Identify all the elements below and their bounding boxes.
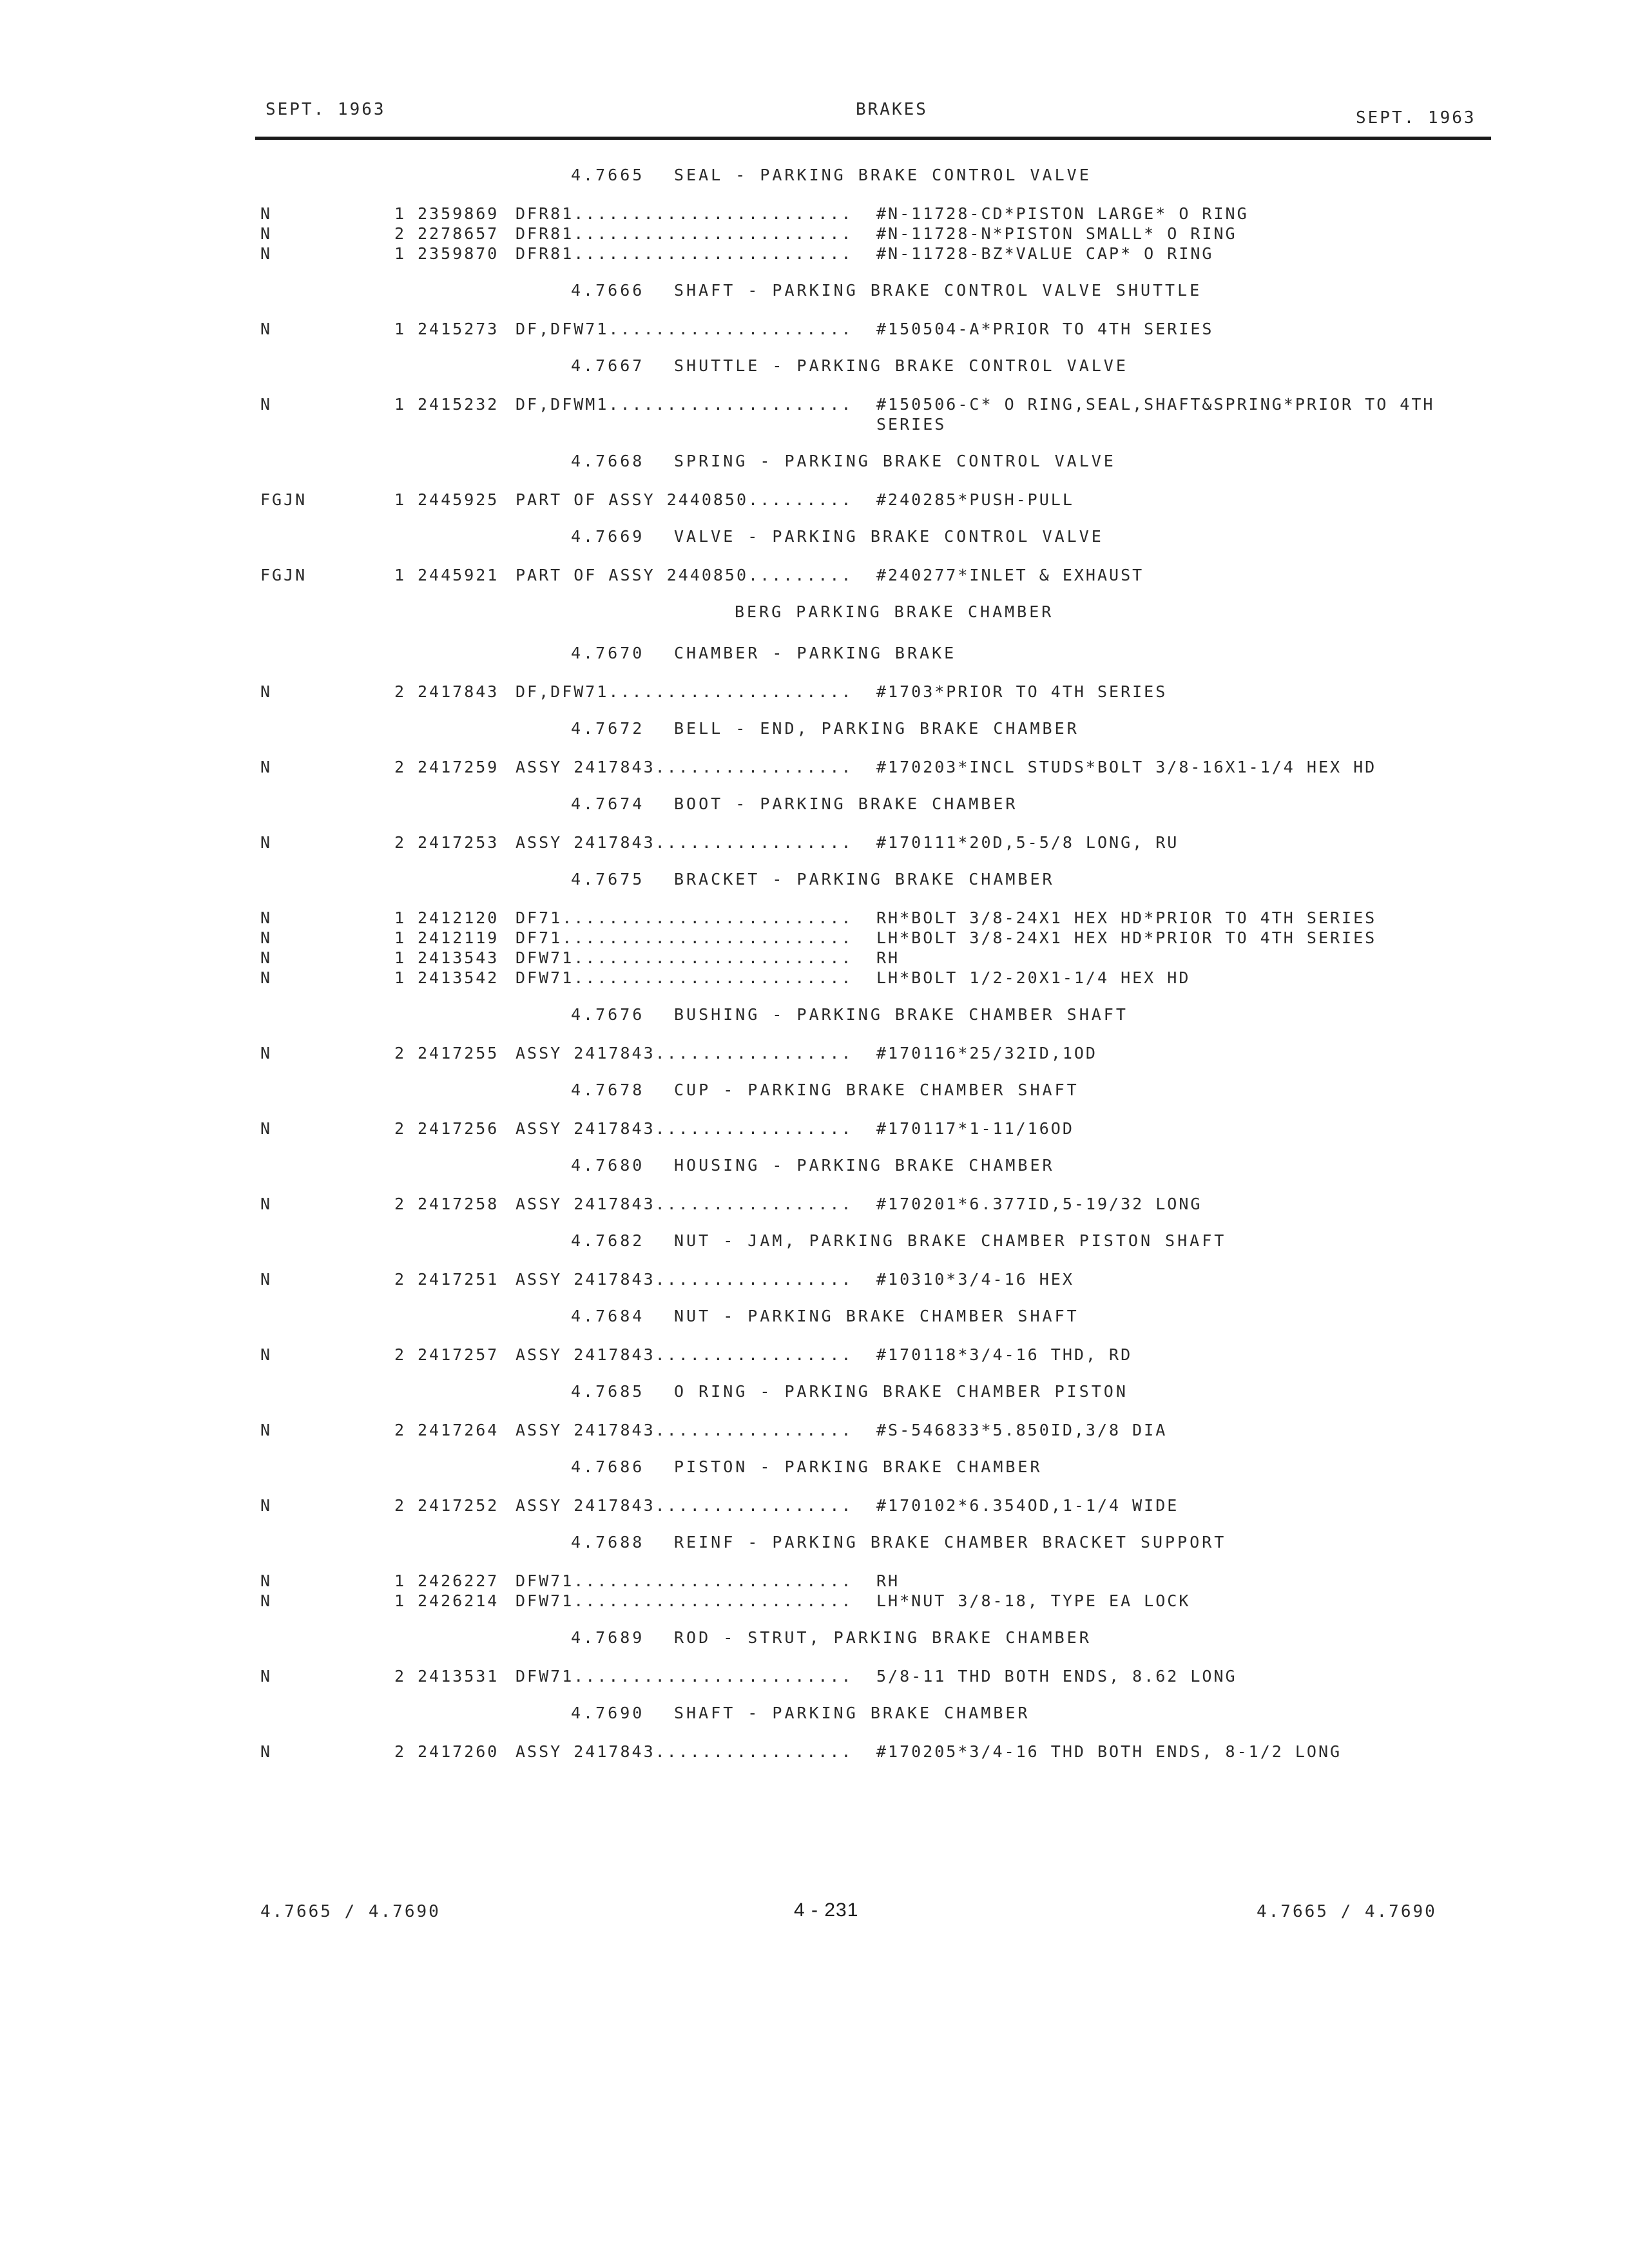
part-row [0,490,1629,510]
part-code: N [260,1119,273,1138]
part-desc: #N-11728-N*PISTON SMALL* O RING [876,224,1237,243]
part-part: 2413543 [418,948,499,967]
part-rows [0,319,1629,339]
section-name: SHUTTLE - PARKING BRAKE CONTROL VALVE [674,356,1128,375]
header-date-left: SEPT. 1963 [265,100,386,119]
catalog-section [0,640,1629,702]
part-row [0,224,1629,244]
part-qty: 1 [394,948,407,967]
part-desc: #170118*3/4-16 THD, RD [876,1345,1133,1364]
part-part: 2417256 [418,1119,499,1138]
part-src: DF71......................... [516,928,853,947]
section-number: 4.7676 [571,1005,645,1024]
part-qty: 1 [394,1591,407,1610]
section-number: 4.7690 [571,1704,645,1722]
part-qty: 2 [394,1667,407,1686]
part-row [0,1742,1629,1762]
part-row [0,908,1629,928]
part-code: N [260,244,273,263]
header-date-right: SEPT. 1963 [1356,108,1476,128]
section-number: 4.7678 [571,1081,645,1099]
part-rows [0,565,1629,585]
section-name: SHAFT - PARKING BRAKE CHAMBER [674,1704,1030,1722]
part-row [0,244,1629,264]
section-heading [0,640,1629,666]
section-heading [0,353,1629,379]
part-part: 2412119 [418,928,499,947]
part-rows [0,1742,1629,1762]
part-src: ASSY 2417843................. [516,1270,853,1289]
part-desc: RH [876,948,900,967]
part-qty: 2 [394,1496,407,1515]
part-part: 2426214 [418,1591,499,1610]
part-qty: 2 [394,833,407,852]
part-rows [0,682,1629,702]
part-qty: 2 [394,758,407,776]
header-title: BRAKES [856,100,928,119]
part-qty: 2 [394,224,407,243]
part-part: 2417259 [418,758,499,776]
part-part: 2359870 [418,244,499,263]
part-part: 2417260 [418,1742,499,1761]
part-code: N [260,1421,273,1439]
section-heading [0,1530,1629,1555]
section-name: SPRING - PARKING BRAKE CONTROL VALVE [674,452,1116,470]
header-rule [255,137,1491,140]
part-src: DFR81........................ [516,204,853,223]
section-heading [0,1153,1629,1178]
part-qty: 2 [394,1345,407,1364]
catalog-section [0,599,1629,625]
part-part: 2426227 [418,1571,499,1590]
part-rows [0,908,1629,988]
part-desc: LH*NUT 3/8-18, TYPE EA LOCK [876,1591,1191,1610]
part-desc: LH*BOLT 1/2-20X1-1/4 HEX HD [876,968,1191,987]
part-part: 2417264 [418,1421,499,1439]
section-heading [0,1077,1629,1103]
part-code: N [260,908,273,927]
part-desc: RH [876,1571,900,1590]
part-part: 2415273 [418,320,499,338]
part-row [0,1420,1629,1440]
section-heading [0,1454,1629,1480]
part-code: N [260,928,273,947]
catalog-section [0,1379,1629,1440]
footer-range-left: 4.7665 / 4.7690 [260,1902,441,1921]
part-row [0,204,1629,224]
part-desc: RH*BOLT 3/8-24X1 HEX HD*PRIOR TO 4TH SERIES [876,908,1377,927]
part-row [0,1269,1629,1289]
part-code: N [260,1044,273,1062]
part-rows [0,204,1629,264]
section-heading [0,1228,1629,1254]
part-code: N [260,682,273,701]
part-src: ASSY 2417843................. [516,1044,853,1062]
section-number: 4.7680 [571,1156,645,1175]
part-desc: #170102*6.354OD,1-1/4 WIDE [876,1496,1179,1515]
part-code: N [260,758,273,776]
part-rows [0,394,1629,434]
catalog-section [0,1077,1629,1139]
section-name: BOOT - PARKING BRAKE CHAMBER [674,794,1018,813]
part-part: 2412120 [418,908,499,927]
section-heading [0,867,1629,892]
group-subtitle: BERG PARKING BRAKE CHAMBER [735,602,1054,621]
part-row [0,1194,1629,1214]
catalog-section [0,1530,1629,1611]
part-row [0,1119,1629,1139]
catalog-section [0,1153,1629,1214]
part-desc: #1703*PRIOR TO 4TH SERIES [876,682,1168,701]
section-heading [0,1303,1629,1329]
part-code: N [260,1742,273,1761]
part-src: DF,DFW71..................... [516,320,853,338]
section-number: 4.7688 [571,1533,645,1552]
part-rows [0,1666,1629,1686]
section-number: 4.7665 [571,166,645,184]
part-rows [0,1119,1629,1139]
part-row [0,1495,1629,1515]
part-code: N [260,1345,273,1364]
part-src: DF,DFW71..................... [516,682,853,701]
part-part: 2413531 [418,1667,499,1686]
part-part: 2413542 [418,968,499,987]
part-src: DF71......................... [516,908,853,927]
section-name: REINF - PARKING BRAKE CHAMBER BRACKET SUPPORT [674,1533,1227,1552]
part-src: ASSY 2417843................. [516,1195,853,1213]
part-qty: 1 [394,244,407,263]
part-rows [0,490,1629,510]
section-number: 4.7689 [571,1628,645,1647]
part-src: DFR81........................ [516,224,853,243]
part-code: N [260,1496,273,1515]
section-heading [0,1625,1629,1651]
part-src: DFW71........................ [516,1667,853,1686]
catalog-section [0,1625,1629,1686]
part-rows [0,1420,1629,1440]
part-part: 2417252 [418,1496,499,1515]
section-heading [0,1379,1629,1405]
part-desc: #N-11728-CD*PISTON LARGE* O RING [876,204,1249,223]
section-name: ROD - STRUT, PARKING BRAKE CHAMBER [674,1628,1092,1647]
section-heading [0,1002,1629,1028]
section-heading [0,278,1629,303]
part-qty: 2 [394,1270,407,1289]
part-part: 2417253 [418,833,499,852]
part-row [0,682,1629,702]
part-qty: 2 [394,1044,407,1062]
section-name: PISTON - PARKING BRAKE CHAMBER [674,1457,1043,1476]
part-part: 2417258 [418,1195,499,1213]
section-number: 4.7684 [571,1307,645,1325]
part-rows [0,1495,1629,1515]
footer-range-right: 4.7665 / 4.7690 [1257,1902,1437,1921]
part-code: N [260,395,273,414]
part-qty: 1 [394,490,407,509]
parts-list [0,162,1629,1776]
part-row [0,1345,1629,1365]
part-row [0,394,1629,434]
catalog-section [0,524,1629,585]
part-desc: #150504-A*PRIOR TO 4TH SERIES [876,320,1214,338]
section-name: O RING - PARKING BRAKE CHAMBER PISTON [674,1382,1128,1401]
part-src: PART OF ASSY 2440850......... [516,566,853,584]
part-code: N [260,1195,273,1213]
catalog-section [0,716,1629,777]
part-src: DFW71........................ [516,1571,853,1590]
part-part: 2445925 [418,490,499,509]
part-src: DF,DFWM1..................... [516,395,853,414]
part-row [0,757,1629,777]
part-src: ASSY 2417843................. [516,833,853,852]
section-heading [0,1700,1629,1726]
part-code: N [260,224,273,243]
part-row [0,1571,1629,1591]
section-number: 4.7686 [571,1457,645,1476]
part-src: DFR81........................ [516,244,853,263]
catalog-section [0,1303,1629,1365]
section-name: VALVE - PARKING BRAKE CONTROL VALVE [674,527,1104,546]
catalog-section [0,1454,1629,1515]
part-desc: #170203*INCL STUDS*BOLT 3/8-16X1-1/4 HEX HD [876,758,1377,776]
section-number: 4.7666 [571,281,645,300]
section-heading [0,716,1629,742]
section-name: SHAFT - PARKING BRAKE CONTROL VALVE SHUTTLE [674,281,1202,300]
part-desc: #170205*3/4-16 THD BOTH ENDS, 8-1/2 LONG [876,1742,1342,1761]
section-heading [0,162,1629,188]
section-number: 4.7674 [571,794,645,813]
part-qty: 1 [394,908,407,927]
part-row [0,565,1629,585]
part-row [0,968,1629,988]
catalog-section [0,448,1629,510]
part-desc: #240277*INLET & EXHAUST [876,566,1144,584]
section-number: 4.7675 [571,870,645,889]
part-qty: 2 [394,682,407,701]
part-row [0,1591,1629,1611]
section-number: 4.7668 [571,452,645,470]
part-part: 2417251 [418,1270,499,1289]
part-src: ASSY 2417843................. [516,1119,853,1138]
part-code: N [260,1270,273,1289]
part-part: 2359869 [418,204,499,223]
part-row [0,319,1629,339]
part-part: 2278657 [418,224,499,243]
part-code: N [260,948,273,967]
part-part: 2417255 [418,1044,499,1062]
section-name: CUP - PARKING BRAKE CHAMBER SHAFT [674,1081,1079,1099]
part-code: N [260,320,273,338]
section-name: BUSHING - PARKING BRAKE CHAMBER SHAFT [674,1005,1128,1024]
part-desc: #170117*1-11/16OD [876,1119,1074,1138]
part-src: DFW71........................ [516,968,853,987]
part-src: ASSY 2417843................. [516,1421,853,1439]
part-qty: 1 [394,1571,407,1590]
part-src: ASSY 2417843................. [516,758,853,776]
part-part: 2415232 [418,395,499,414]
part-desc: #170201*6.377ID,5-19/32 LONG [876,1195,1202,1213]
part-qty: 1 [394,968,407,987]
part-desc: #S-546833*5.850ID,3/8 DIA [876,1421,1168,1439]
part-qty: 1 [394,320,407,338]
part-row [0,928,1629,948]
section-heading [0,448,1629,474]
section-name: BRACKET - PARKING BRAKE CHAMBER [674,870,1055,889]
part-rows [0,1043,1629,1063]
part-desc: 5/8-11 THD BOTH ENDS, 8.62 LONG [876,1667,1237,1686]
part-code: N [260,833,273,852]
part-row [0,832,1629,852]
part-row [0,1666,1629,1686]
part-code: FGJN [260,490,307,509]
section-name: BELL - END, PARKING BRAKE CHAMBER [674,719,1079,738]
part-rows [0,1269,1629,1289]
part-desc: #150506-C* O RING,SEAL,SHAFT&SPRING*PRIOR TO 4TH SERIES [876,395,1435,434]
part-code: N [260,1591,273,1610]
catalog-section [0,1228,1629,1289]
part-desc: #240285*PUSH-PULL [876,490,1074,509]
part-part: 2417257 [418,1345,499,1364]
part-part: 2417843 [418,682,499,701]
section-heading [0,524,1629,550]
part-qty: 1 [394,204,407,223]
part-rows [0,1194,1629,1214]
section-name: SEAL - PARKING BRAKE CONTROL VALVE [674,166,1092,184]
catalog-section [0,1700,1629,1762]
part-code: FGJN [260,566,307,584]
part-qty: 2 [394,1195,407,1213]
catalog-section [0,353,1629,434]
part-src: ASSY 2417843................. [516,1496,853,1515]
part-code: N [260,1667,273,1686]
part-qty: 2 [394,1421,407,1439]
part-rows [0,832,1629,852]
section-heading [0,791,1629,817]
catalog-section [0,1002,1629,1063]
section-number: 4.7682 [571,1231,645,1250]
part-code: N [260,1571,273,1590]
part-desc: #10310*3/4-16 HEX [876,1270,1074,1289]
page-number: 4 - 231 [794,1899,859,1921]
catalog-section [0,278,1629,339]
section-number: 4.7685 [571,1382,645,1401]
part-part: 2445921 [418,566,499,584]
part-qty: 1 [394,928,407,947]
part-qty: 2 [394,1742,407,1761]
part-desc: LH*BOLT 3/8-24X1 HEX HD*PRIOR TO 4TH SERIES [876,928,1377,947]
part-qty: 1 [394,566,407,584]
section-number: 4.7667 [571,356,645,375]
catalog-section [0,867,1629,988]
catalog-section [0,162,1629,264]
section-number: 4.7670 [571,644,645,662]
part-desc: #170111*20D,5-5/8 LONG, RU [876,833,1179,852]
part-src: ASSY 2417843................. [516,1345,853,1364]
section-name: HOUSING - PARKING BRAKE CHAMBER [674,1156,1055,1175]
section-number: 4.7669 [571,527,645,546]
part-src: ASSY 2417843................. [516,1742,853,1761]
part-qty: 2 [394,1119,407,1138]
part-rows [0,757,1629,777]
part-qty: 1 [394,395,407,414]
section-number: 4.7672 [571,719,645,738]
section-name: CHAMBER - PARKING BRAKE [674,644,957,662]
part-rows [0,1571,1629,1611]
section-name: NUT - JAM, PARKING BRAKE CHAMBER PISTON SHAFT [674,1231,1227,1250]
part-src: PART OF ASSY 2440850......... [516,490,853,509]
part-rows [0,1345,1629,1365]
part-desc: #N-11728-BZ*VALUE CAP* O RING [876,244,1214,263]
part-code: N [260,968,273,987]
part-row [0,948,1629,968]
part-desc: #170116*25/32ID,1OD [876,1044,1097,1062]
part-code: N [260,204,273,223]
catalog-section [0,791,1629,852]
part-src: DFW71........................ [516,948,853,967]
part-row [0,1043,1629,1063]
part-src: DFW71........................ [516,1591,853,1610]
section-name: NUT - PARKING BRAKE CHAMBER SHAFT [674,1307,1079,1325]
